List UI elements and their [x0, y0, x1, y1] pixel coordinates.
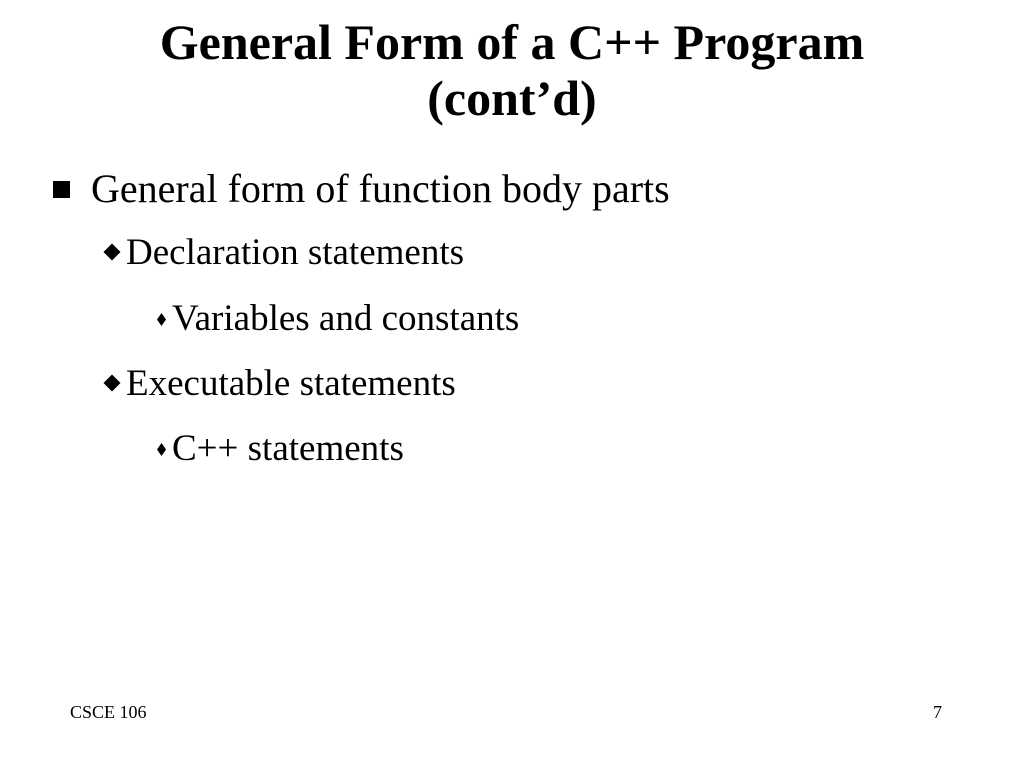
- slide-title: [0, 14, 1024, 126]
- bullet-text: Variables and constants: [172, 298, 520, 339]
- footer-course-label: CSCE 106: [70, 702, 147, 722]
- bullet-item-level-2: [102, 232, 464, 274]
- bullet-item-level-1: [53, 166, 670, 212]
- slide-title-line-1: General Form of a C++ Program: [159, 14, 865, 70]
- bullet-item-level-3: [157, 298, 519, 340]
- bullet-text: C++ statements: [172, 428, 404, 469]
- diamond-bullet-icon: [104, 244, 121, 261]
- square-bullet-icon: [53, 181, 70, 198]
- bullet-text: General form of function body parts: [91, 166, 670, 211]
- bullet-item-level-2: [102, 363, 456, 405]
- diamond-bullet-icon: [104, 375, 121, 392]
- bullet-text: Declaration statements: [126, 232, 465, 273]
- slide-title-line-2: (cont’d): [427, 70, 597, 126]
- small-diamond-bullet-icon: [157, 313, 166, 326]
- page-number: 7: [933, 702, 942, 722]
- small-diamond-bullet-icon: [157, 443, 166, 456]
- bullet-item-level-3: [157, 428, 404, 470]
- bullet-text: Executable statements: [126, 363, 456, 404]
